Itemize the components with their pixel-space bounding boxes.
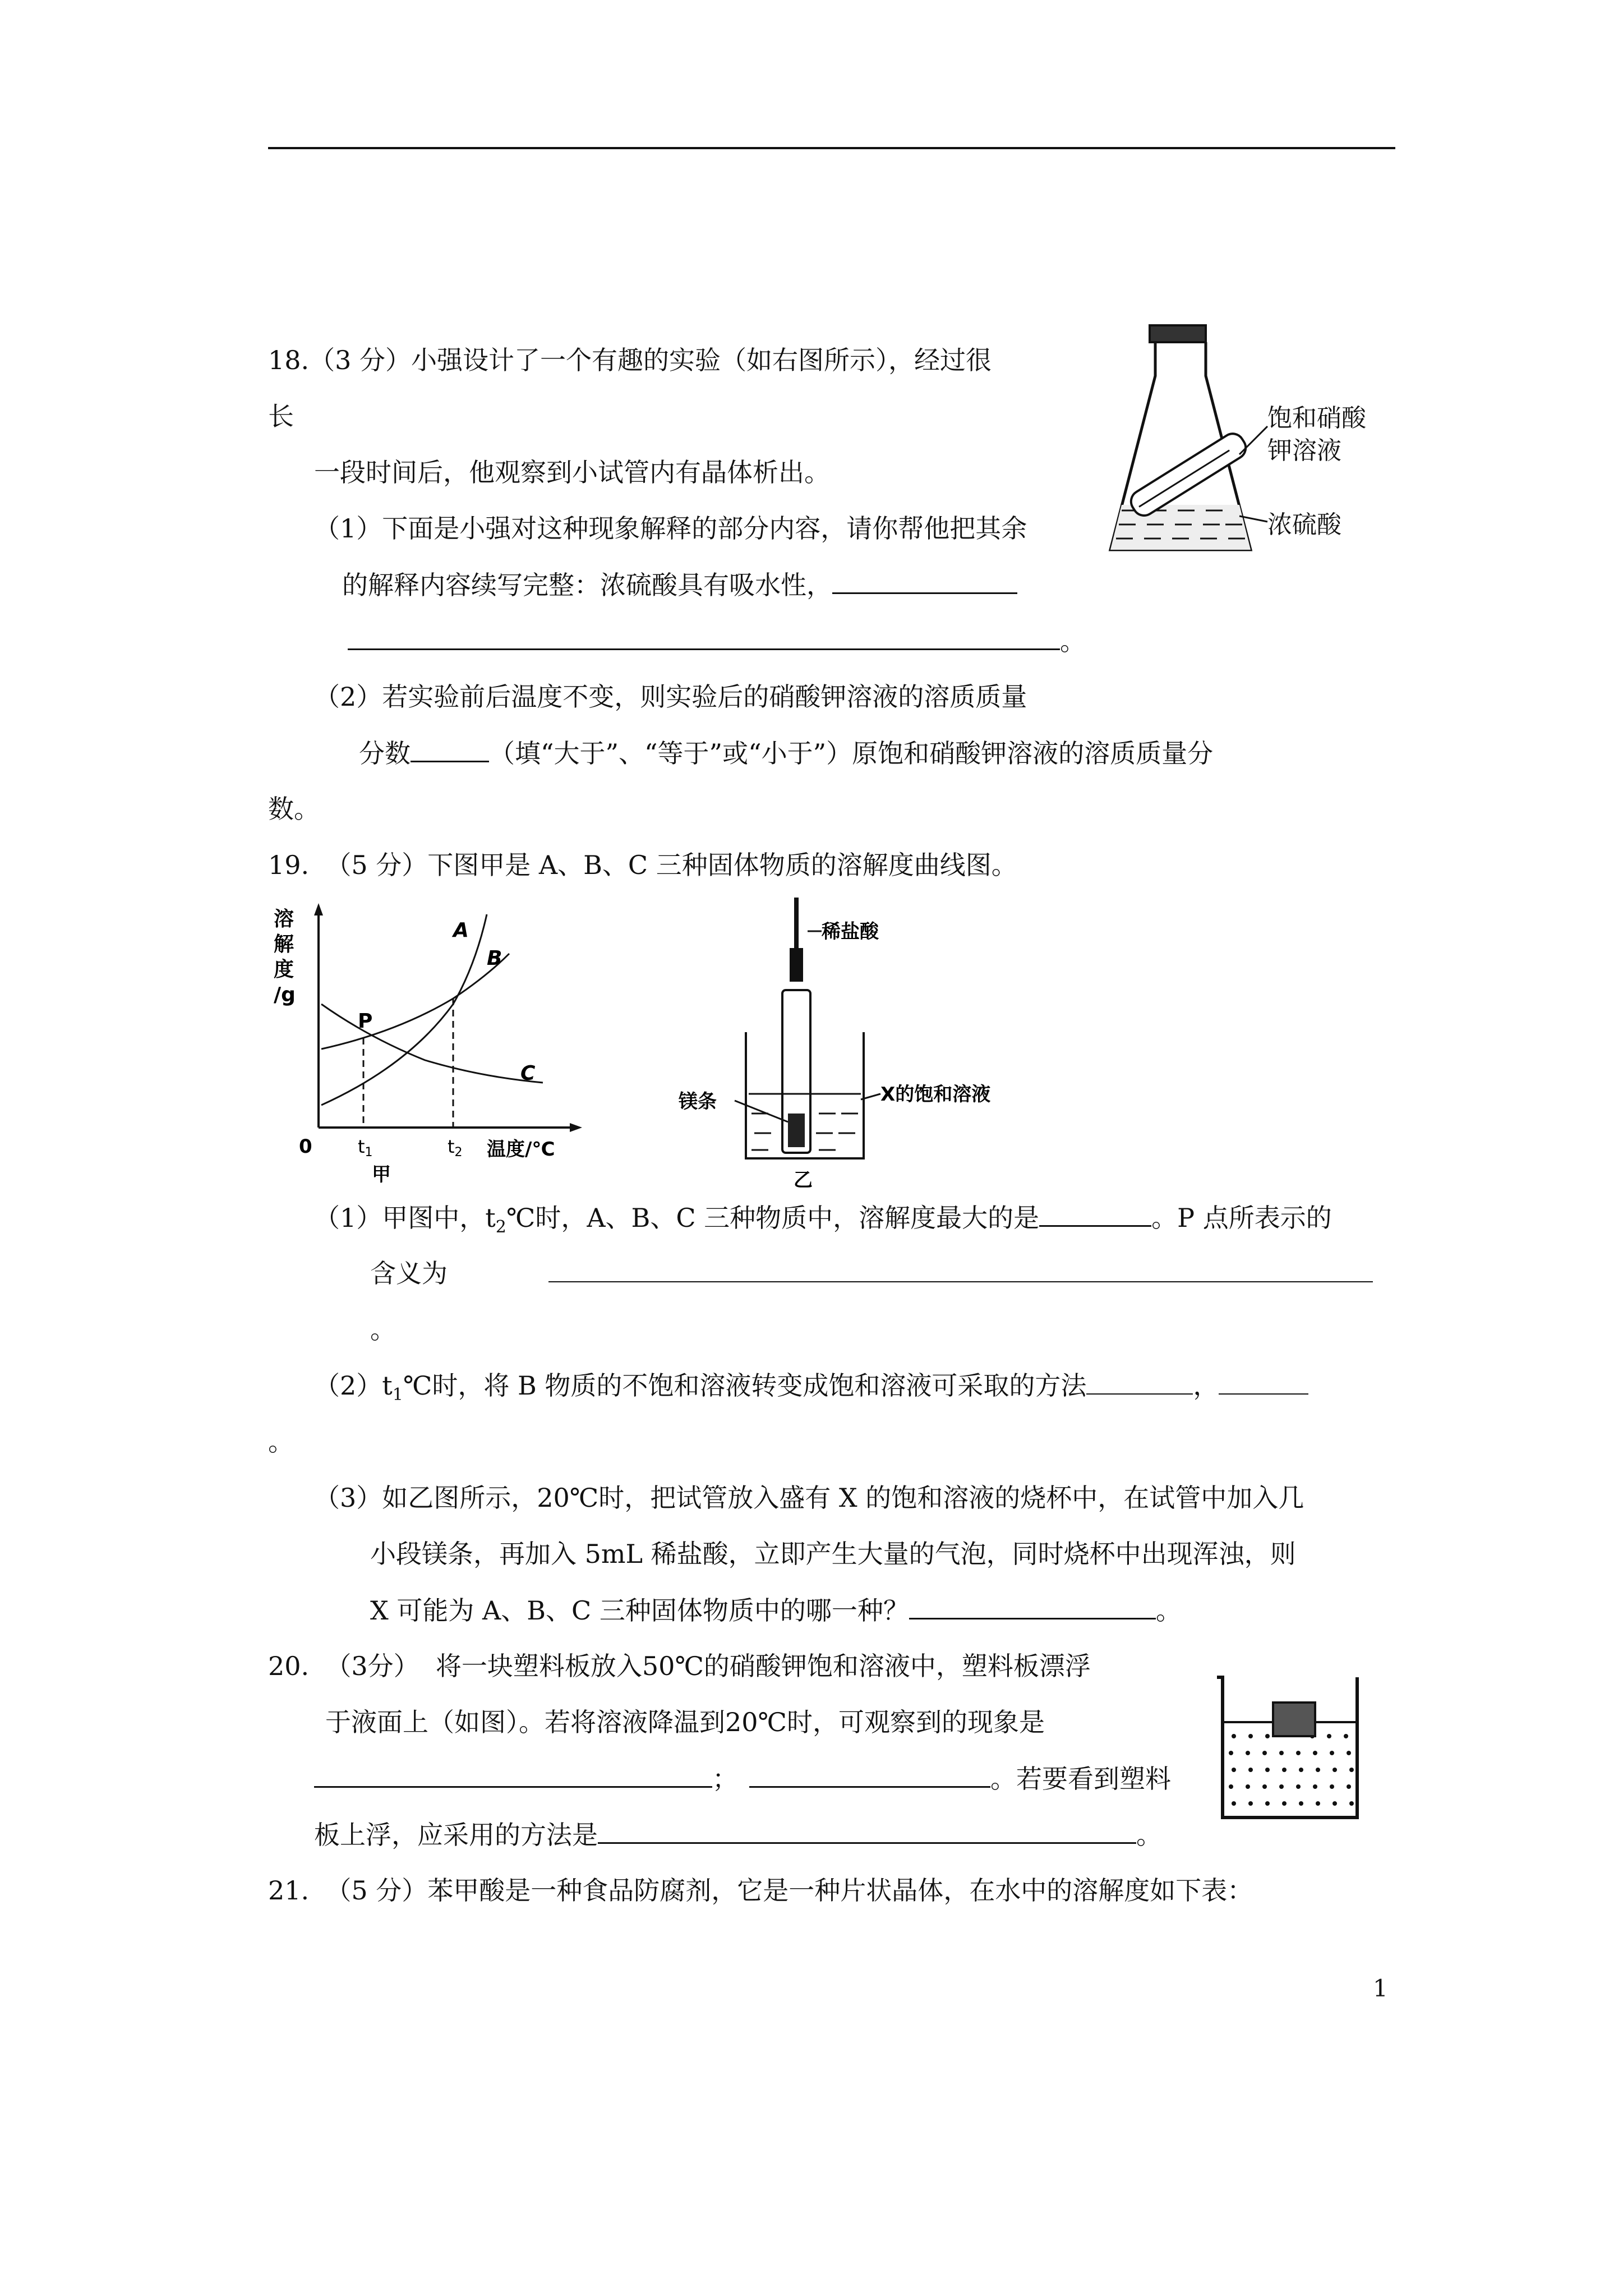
flask-label-solution-b: 钾溶液: [1267, 436, 1341, 465]
q19-part2-end: 。: [268, 1427, 294, 1457]
q21-line1: 21. （5 分）苯甲酸是一种食品防腐剂，它是一种片状晶体，在水中的溶解度如下表：: [268, 1875, 1253, 1906]
magnesium-strip-icon: [788, 1114, 805, 1147]
acid-label: 稀盐酸: [822, 921, 879, 943]
solution-label: X的饱和溶液: [880, 1083, 991, 1106]
x-axis-label: 温度/℃: [487, 1138, 555, 1161]
q19-part1: （1）甲图中，$t_2℃$时，A、B、C 三种物质中，溶解度最大的是 。P 点所表示的: [314, 1200, 1332, 1244]
curve-b-label: B: [487, 947, 502, 970]
beaker-experiment-figure: [667, 892, 1049, 1189]
flask-label-acid: 浓硫酸: [1267, 510, 1341, 539]
answer-blank[interactable]: [548, 1257, 1373, 1282]
flask-label-solution-a: 饱和硝酸: [1267, 404, 1366, 432]
answer-blank[interactable]: [909, 1593, 1156, 1619]
curve-a: [321, 914, 487, 1105]
answer-blank[interactable]: [348, 624, 1060, 650]
y-label-char: 解: [274, 933, 294, 956]
figure-caption: 乙: [794, 1169, 813, 1189]
y-label-char: 溶: [274, 908, 294, 931]
answer-blank[interactable]: [1219, 1369, 1308, 1395]
q19-part1-continued: 含义为: [370, 1257, 1373, 1290]
origin-label: 0: [299, 1135, 312, 1158]
q18-line1: 18.（3 分）小强设计了一个有趣的实验（如右图所示），经过很: [268, 345, 992, 375]
beaker-icon: [1217, 1677, 1357, 1818]
answer-blank[interactable]: [411, 736, 489, 762]
q19-part3-line3: X 可能为 A、B、C 三种固体物质中的哪一种？ 。: [370, 1593, 1182, 1627]
stopper-icon: [1150, 325, 1206, 342]
page-number: 1: [1373, 1975, 1388, 2002]
header-rule: [268, 147, 1395, 149]
y-label-char: 度: [274, 958, 294, 981]
answer-blank[interactable]: [598, 1818, 1136, 1844]
point-p-label: P: [358, 1010, 373, 1033]
curve-b: [321, 954, 509, 1049]
q18-part1: （1）下面是小强对这种现象解释的部分内容，请你帮他把其余: [314, 513, 1027, 544]
curve-c-label: C: [520, 1062, 536, 1085]
q18-part2: （2）若实验前后温度不变，则实验后的硝酸钾溶液的溶质质量: [314, 682, 1027, 712]
q19-part3-line2: 小段镁条，再加入 5mL 稀盐酸，立即产生大量的气泡，同时烧杯中出现浑浊，则: [370, 1539, 1296, 1569]
floating-board-figure: [1206, 1660, 1374, 1829]
q18-part2-line3: 数。: [268, 794, 320, 824]
magnesium-label: 镁条: [679, 1091, 717, 1113]
chart-caption: 甲: [372, 1163, 391, 1184]
q20-line1: 20. （3分） 将一块塑料板放入50℃的硝酸钾饱和溶液中，塑料板漂浮: [268, 1651, 1091, 1681]
y-label-char: /g: [274, 983, 296, 1006]
answer-blank[interactable]: [749, 1761, 990, 1788]
q18-line3: 一段时间后，他观察到小试管内有晶体析出。: [314, 457, 830, 487]
q20-line2: 于液面上（如图）。若将溶液降温到20℃时，可观察到的现象是: [325, 1707, 1045, 1737]
q19-part2: $(2)t_1℃$时，将 B 物质的不饱和溶液转变成饱和溶液可采取的方法 ，: [314, 1369, 1308, 1412]
q19-part3: （3）如乙图所示，20℃时，把试管放入盛有 X 的饱和溶液的烧杯中，在试管中加入几: [314, 1483, 1304, 1513]
q19-intro: 19. （5 分）下图甲是 A、B、C 三种固体物质的溶解度曲线图。: [268, 850, 1017, 880]
tick-t1: t1: [358, 1136, 373, 1159]
answer-blank[interactable]: [1086, 1369, 1193, 1395]
q18-part1-line2: 。: [348, 624, 1086, 658]
curve-c: [321, 1004, 543, 1083]
answer-blank[interactable]: [832, 568, 1017, 594]
tick-t2: t2: [448, 1136, 463, 1159]
flask-figure: [1099, 314, 1391, 561]
answer-blank[interactable]: [314, 1761, 712, 1788]
answer-blank[interactable]: [1039, 1200, 1151, 1227]
q20-line4: 板上浮，应采用的方法是 。: [314, 1818, 1162, 1852]
solubility-chart: [268, 903, 582, 1184]
q20-line3: ； 。若要看到塑料: [314, 1761, 1171, 1796]
q19-part1-end: 。: [370, 1314, 396, 1345]
plastic-board-icon: [1273, 1703, 1315, 1736]
q18-part2-continued: 分数 （填“大于”、“等于”或“小于”）原饱和硝酸钾溶液的溶质质量分: [359, 736, 1213, 770]
q18-line2: 长: [268, 401, 294, 431]
curve-a-label: A: [453, 919, 469, 942]
q18-part1-continued: 的解释内容续写完整：浓硫酸具有吸水性，: [342, 568, 1017, 602]
